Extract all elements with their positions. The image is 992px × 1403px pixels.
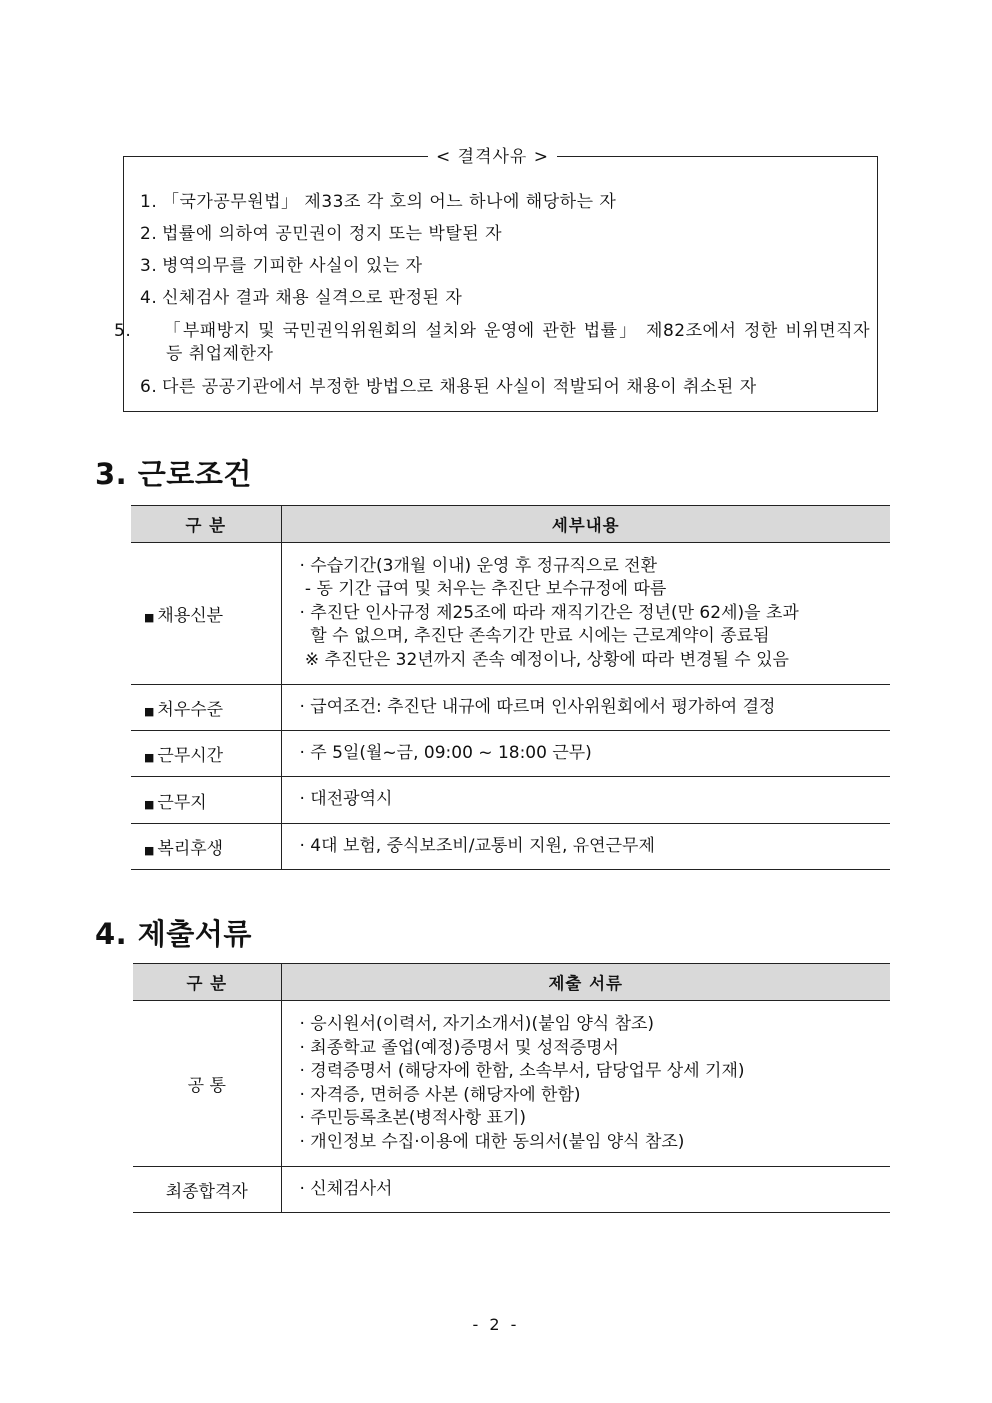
item-text: 다른 공공기관에서 부정한 방법으로 채용된 사실이 적발되어 채용이 취소된 자 bbox=[162, 377, 757, 397]
item-text: 병역의무를 기피한 사실이 있는 자 bbox=[162, 256, 423, 276]
content-line: ※ 추진단은 32년까지 존속 예정이나, 상황에 따라 변경될 수 있음 bbox=[299, 649, 789, 670]
content-line: · 급여조건: 추진단 내규에 따르며 인사위원회에서 평가하여 결정 bbox=[299, 696, 776, 717]
item-number: 5. bbox=[114, 321, 132, 341]
row-label: ■ 처우수준 bbox=[131, 685, 281, 731]
header-category: 구 분 bbox=[131, 506, 281, 543]
section-heading: 3. 근로조건 bbox=[95, 457, 252, 491]
row-label: ■ 복리후생 bbox=[131, 824, 281, 870]
item-text: 신체검사 결과 채용 실격으로 판정된 자 bbox=[162, 288, 463, 308]
item-number: 4. bbox=[140, 288, 158, 308]
table-row bbox=[133, 1001, 890, 1167]
disqualification-item bbox=[140, 376, 757, 399]
working-conditions-table bbox=[131, 505, 890, 870]
row-content bbox=[281, 824, 890, 870]
table-header-row bbox=[131, 506, 890, 543]
disqualification-item bbox=[140, 191, 616, 214]
square-bullet-icon: ■ bbox=[144, 751, 155, 764]
item-number: 2. bbox=[140, 224, 158, 244]
row-content bbox=[281, 731, 890, 777]
content-line: · 4대 보험, 중식보조비/교통비 지원, 유연근무제 bbox=[299, 835, 655, 856]
row-content bbox=[281, 1167, 890, 1213]
header-category: 구 분 bbox=[133, 964, 281, 1001]
section-heading: 4. 제출서류 bbox=[95, 917, 252, 951]
square-bullet-icon: ■ bbox=[144, 844, 155, 857]
table-row bbox=[131, 543, 890, 685]
content-line: · 수습기간(3개월 이내) 운영 후 정규직으로 전환 bbox=[299, 555, 658, 576]
row-label: ■ 근무시간 bbox=[131, 731, 281, 777]
item-number: 3. bbox=[140, 256, 158, 276]
table-row bbox=[133, 1167, 890, 1213]
row-content bbox=[281, 1001, 890, 1167]
content-line: · 최종학교 졸업(예정)증명서 및 성적증명서 bbox=[299, 1037, 619, 1058]
disqualification-item bbox=[140, 287, 462, 310]
square-bullet-icon: ■ bbox=[144, 797, 155, 811]
content-line: · 주민등록초본(병적사항 표기) bbox=[299, 1108, 527, 1128]
content-line: · 주 5일(월~금, 09:00 ~ 18:00 근무) bbox=[299, 742, 592, 763]
table-header-row bbox=[133, 964, 890, 1001]
row-content bbox=[281, 777, 890, 824]
row-content bbox=[281, 685, 890, 731]
item-text: 「국가공무원법」 제33조 각 호의 어느 하나에 해당하는 자 bbox=[162, 192, 617, 212]
content-line: · 자격증, 면허증 사본 (해당자에 한함) bbox=[299, 1084, 581, 1105]
disqualification-item bbox=[140, 255, 423, 278]
row-label: ■ 근무지 bbox=[131, 777, 281, 824]
header-documents: 제출 서류 bbox=[281, 964, 890, 1001]
table-row bbox=[131, 731, 890, 777]
item-text: 법률에 의하여 공민권이 정지 또는 박탈된 자 bbox=[162, 224, 503, 244]
table-row bbox=[131, 685, 890, 731]
disqualification-item bbox=[140, 223, 502, 246]
row-label: 공 통 bbox=[133, 1001, 281, 1167]
content-line: · 경력증명서 (해당자에 한함, 소속부서, 담당업무 상세 기재) bbox=[299, 1061, 745, 1081]
table-row bbox=[131, 777, 890, 824]
content-line: · 추진단 인사규정 제25조에 따라 재직기간은 정년(만 62세)을 초과 bbox=[299, 602, 799, 623]
item-number: 6. bbox=[140, 377, 158, 397]
page-number: - 2 - bbox=[472, 1315, 520, 1334]
row-label: ■ 채용신분 bbox=[131, 543, 281, 685]
header-details: 세부내용 bbox=[281, 506, 890, 543]
documents-table bbox=[133, 963, 890, 1213]
square-bullet-icon: ■ bbox=[144, 705, 155, 718]
disqualification-item bbox=[114, 320, 870, 366]
content-line: - 동 기간 급여 및 처우는 추진단 보수규정에 따름 bbox=[299, 579, 667, 600]
square-bullet-icon: ■ bbox=[144, 611, 155, 624]
content-line: · 응시원서(이력서, 자기소개서)(붙임 양식 참조) bbox=[299, 1014, 655, 1034]
content-line: 할 수 없으며, 추진단 존속기간 만료 시에는 근로계약이 종료됨 bbox=[299, 626, 770, 647]
disqualification-title: < 결격사유 > bbox=[428, 142, 557, 167]
table-row bbox=[131, 824, 890, 870]
content-line: · 대전광역시 bbox=[299, 789, 393, 810]
content-line: · 개인정보 수집·이용에 대한 동의서(붙임 양식 참조) bbox=[299, 1131, 685, 1152]
row-content bbox=[281, 543, 890, 685]
row-label: 최종합격자 bbox=[133, 1167, 281, 1213]
item-number: 1. bbox=[140, 192, 158, 212]
item-text: 「부패방지 및 국민권익위원회의 설치와 운영에 관한 법률」 제82조에서 정한 비위면직자 등 취업제한자 bbox=[162, 321, 870, 364]
content-line: · 신체검사서 bbox=[299, 1178, 393, 1199]
